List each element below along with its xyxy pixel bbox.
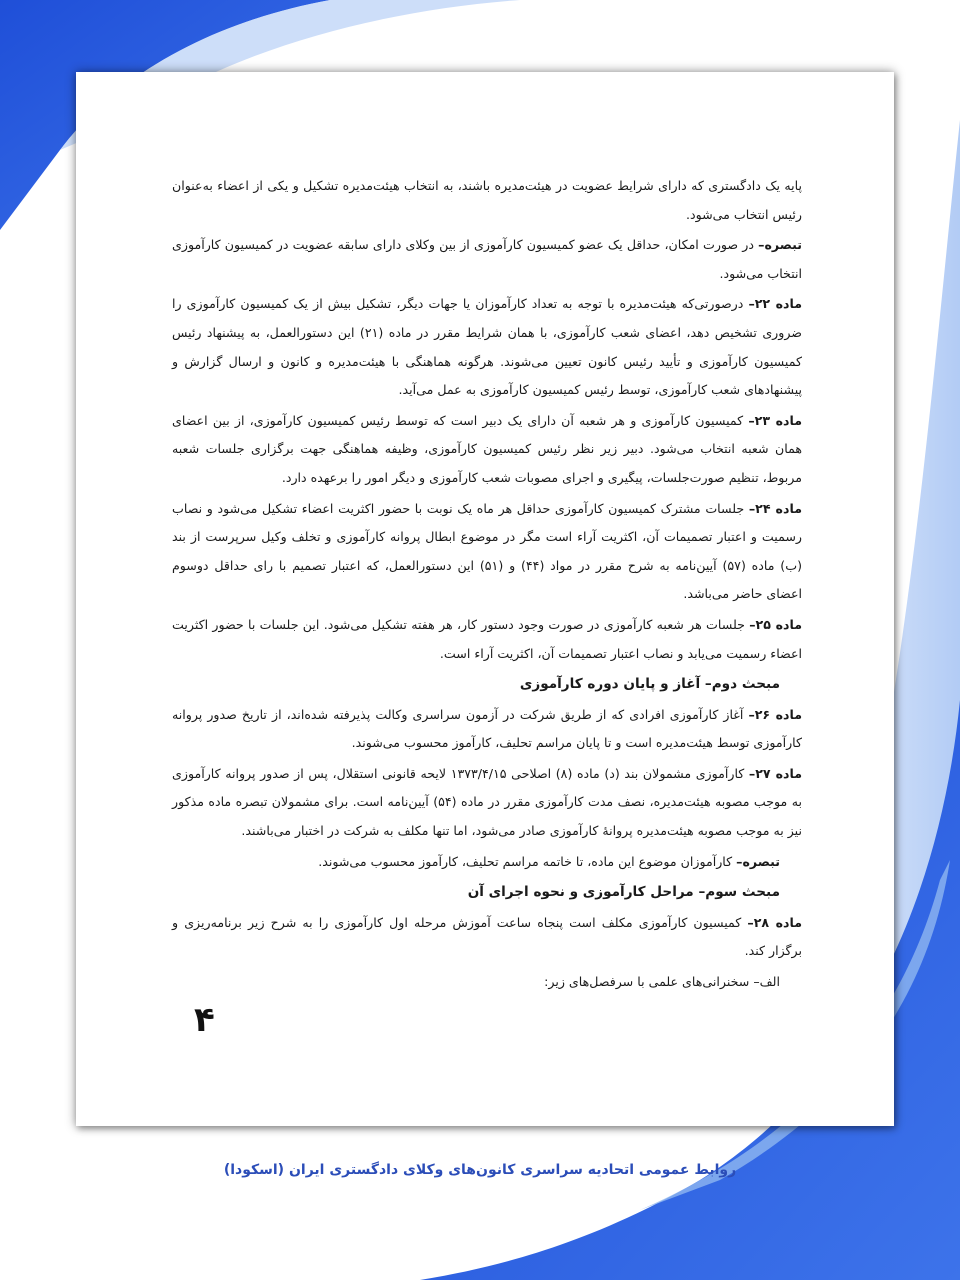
paragraph-text: درصورتی‌که هیئت‌مدیره با توجه به تعداد کارآموزان یا جهات دیگر، تشکیل بیش از یک کمیسیون کارآموزی را ضروری تشخیص دهد، اعضای شعب کارآموزی، با همان شرایط مقرر در ماده (۲۱) این دستورالعمل، به پیشنهاد رئیس کمیسیون کارآموزی و تأیید رئیس کانون تعیین می‌شوند. هرگونه هماهنگی با هیئت‌مدیره و کانون و ارسال گزارش و پیشنهادهای شعب کارآموزی، توسط رئیس کمیسیون کارآموزی به عمل می‌آید. — [172, 296, 802, 398]
paragraph-text: کارآموزان موضوع این ماده، تا خاتمه مراسم تحلیف، کارآموز محسوب می‌شوند. — [318, 853, 737, 869]
document-page — [76, 72, 894, 1126]
paragraph — [172, 611, 802, 668]
paragraph-text: پایه یک دادگستری که دارای شرایط عضویت در هیئت‌مدیره باشند، به انتخاب هیئت‌مدیره تشکیل و یکی از اعضاء به‌عنوان رئیس انتخاب می‌شود. — [172, 178, 802, 222]
page-number: ۴ — [194, 1000, 215, 1040]
paragraph — [172, 968, 802, 997]
footer-text: روابط عمومی اتحادیه سراسری کانون‌های وکلای دادگستری ایران (اسکودا) — [223, 1162, 737, 1178]
paragraph — [172, 407, 802, 493]
article-label: ماده ۲۴– — [748, 500, 802, 516]
paragraph — [172, 848, 802, 877]
paragraph-text: الف– سخنرانی‌های علمی با سرفصل‌های زیر: — [544, 974, 780, 990]
paragraph — [172, 701, 802, 758]
paragraph — [172, 495, 802, 609]
article-label: ماده ۲۵– — [749, 616, 802, 632]
article-label: ماده ۲۶– — [748, 706, 802, 722]
footer-caption — [0, 1162, 960, 1178]
paragraph — [172, 909, 802, 966]
article-label: ماده ۲۲– — [748, 296, 802, 312]
paragraph — [172, 172, 802, 229]
paragraph-text: آغاز کارآموزی افرادی که از طریق شرکت در آزمون سراسری وکالت پذیرفته شده‌اند، از تاریخ صدور پروانه کارآموزی توسط هیئت‌مدیره است و تا پایان مراسم تحلیف، کارآموز محسوب می‌شوند. — [172, 706, 802, 751]
paragraph-text: کمیسیون کارآموزی و هر شعبه آن دارای یک دبیر است که توسط رئیس کمیسیون کارآموزی، از بین اعضای همان شعبه انتخاب می‌شود. دبیر زیر نظر رئیس کمیسیون کارآموزی، وظیفه هماهنگی جهت برگزاری جلسات شعبه مربوط، تنظیم صورت‌جلسات، پیگیری و اجرای مصوبات شعب کارآموزی و دیگر امور را برعهده دارد. — [172, 412, 802, 485]
section-heading: مبحث دوم– آغاز و پایان دوره کارآموزی — [519, 676, 780, 693]
paragraph — [172, 231, 802, 288]
paragraph-text: کارآموزی مشمولان بند (د) ماده (۸) اصلاحی ۱۳۷۳/۴/۱۵ لایحه قانونی استقلال، پس از صدور پروانه کارآموزی به موجب مصوبه هیئت‌مدیره، نصف مدت کارآموزی مقرر در ماده (۵۴) آیین‌نامه است. برای مشمولان تبصره ماده مذکور نیز به موجب مصوبه هیئت‌مدیره پروانهٔ کارآموزی صادر می‌شود، اما تنها مکلف به شرکت در اختبار می‌باشند. — [172, 765, 802, 839]
document-body — [172, 172, 802, 999]
paragraph-text: کمیسیون کارآموزی مکلف است پنجاه ساعت آموزش مرحله اول کارآموزی را به شرح زیر برنامه‌ریزی و برگزار کند. — [172, 914, 802, 959]
article-label: تبصره– — [758, 237, 802, 253]
paragraph-text: جلسات مشترک کمیسیون کارآموزی حداقل هر ماه یک نوبت با حضور اکثریت اعضاء تشکیل می‌شود و نصاب رسمیت و اعتبار تصمیمات آن، اکثریت آراء است مگر در موضوع ابطال پروانه کارآموزی و تخلف وکیل سرپرست از بند (ب) ماده (۵۷) آیین‌نامه به شرح مقرر در مواد (۴۴) و (۵۱) این دستورالعمل، که اعتبار تصمیم با رای حداقل دوسوم اعضای حاضر می‌باشد. — [172, 500, 802, 602]
section-heading: مبحث سوم– مراحل کارآموزی و نحوه اجرای آن — [467, 884, 780, 901]
article-label: ماده ۲۳– — [748, 412, 803, 428]
paragraph — [172, 760, 802, 846]
article-label: تبصره– — [736, 853, 780, 869]
article-label: ماده ۲۸– — [747, 914, 802, 930]
paragraph-text: جلسات هر شعبه کارآموزی در صورت وجود دستور کار، هر هفته تشکیل می‌شود. این جلسات با حضور اکثریت اعضاء رسمیت می‌یابد و نصاب اعتبار تصمیمات آن، اکثریت آراء است. — [172, 616, 802, 661]
paragraph-text: در صورت امکان، حداقل یک عضو کمیسیون کارآموزی از بین وکلای دارای سابقه عضویت در کمیسیون کارآموزی انتخاب می‌شود. — [172, 237, 802, 281]
paragraph — [172, 290, 802, 404]
article-label: ماده ۲۷– — [748, 765, 803, 781]
